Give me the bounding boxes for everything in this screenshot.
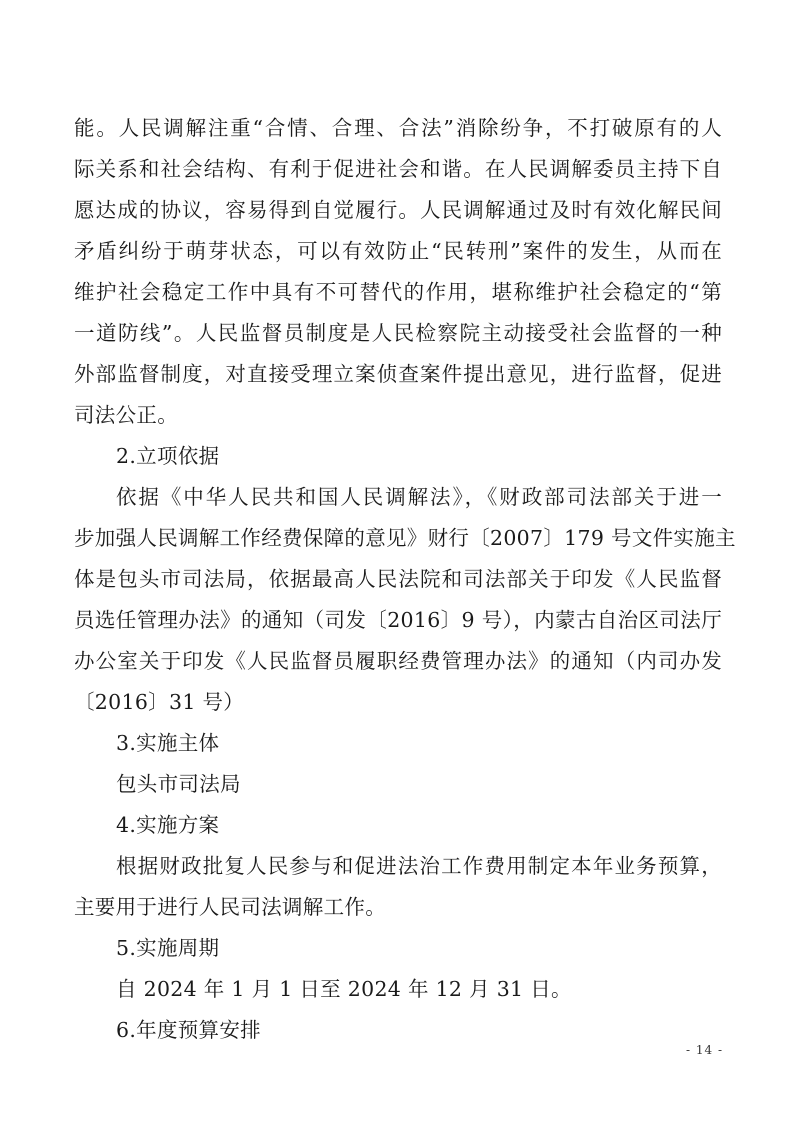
paragraph-line: 维护社会稳定工作中具有不可替代的作用，堪称维护社会稳定的“第 [74,280,722,304]
paragraph-line: 一道防线”。人民监督员制度是人民检察院主动接受社会监督的一种 [74,321,722,345]
paragraph-line: 员选任管理办法》的通知（司发〔2016〕9 号），内蒙古自治区司法厅 [74,608,722,632]
paragraph-line: 办公室关于印发《人民监督员履职经费管理办法》的通知（内司办发 [74,649,722,673]
paragraph-line: 主要用于进行人民司法调解工作。 [74,895,386,919]
section-heading: 6.年度预算安排 [116,1018,261,1042]
paragraph-line: 愿达成的协议，容易得到自觉履行。人民调解通过及时有效化解民间 [74,198,722,222]
paragraph-line: 矛盾纠纷于萌芽状态，可以有效防止“民转刑”案件的发生，从而在 [74,239,722,263]
paragraph-line: 司法公正。 [74,403,178,427]
section-heading: 3.实施主体 [116,731,220,755]
paragraph-line: 〔2016〕31 号） [74,690,245,714]
paragraph-line: 包头市司法局 [116,772,241,796]
section-heading: 4.实施方案 [116,813,220,837]
page-number: - 14 - [685,1043,723,1057]
section-heading: 2.立项依据 [116,444,220,468]
paragraph-line: 步加强人民调解工作经费保障的意见》财行〔2007〕179 号文件实施主 [74,526,736,550]
paragraph-line: 体是包头市司法局，依据最高人民法院和司法部关于印发《人民监督 [74,567,722,591]
section-heading: 5.实施周期 [116,936,220,960]
paragraph-line: 际关系和社会结构、有利于促进社会和谐。在人民调解委员主持下自 [74,157,722,181]
paragraph-line: 根据财政批复人民参与和促进法治工作费用制定本年业务预算， [116,854,722,878]
paragraph-line: 自 2024 年 1 月 1 日至 2024 年 12 月 31 日。 [116,977,572,1001]
paragraph-line: 依据《中华人民共和国人民调解法》，《财政部司法部关于进一 [116,485,722,509]
paragraph-line: 外部监督制度，对直接受理立案侦查案件提出意见，进行监督，促进 [74,362,722,386]
paragraph-line: 能。人民调解注重“合情、合理、合法”消除纷争，不打破原有的人 [74,116,722,140]
